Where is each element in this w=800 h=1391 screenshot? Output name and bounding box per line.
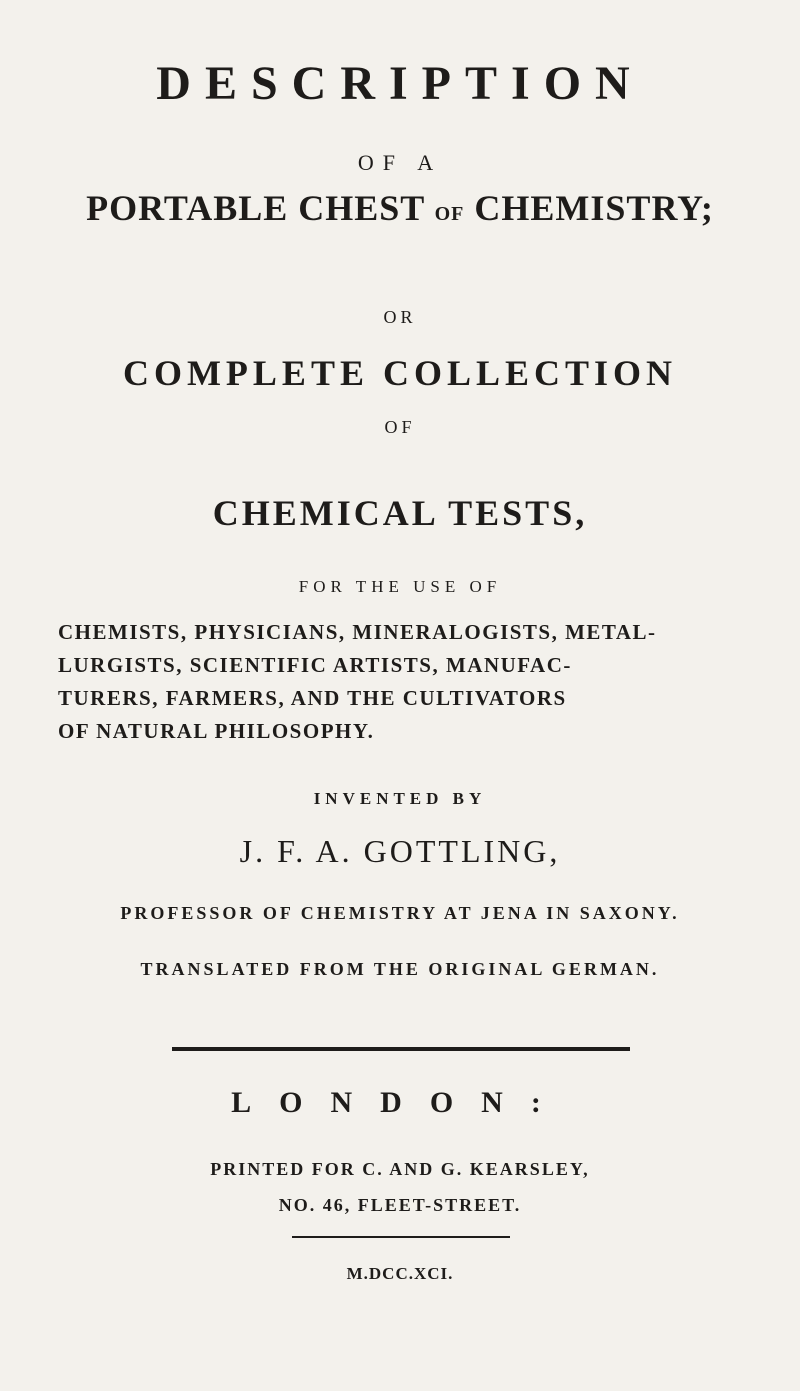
main-title: DESCRIPTION — [156, 57, 644, 110]
imprint-address: NO. 46, FLEET-STREET. — [278, 1195, 522, 1215]
imprint-city: LONDON: — [231, 1086, 569, 1119]
portable-of-text: OF — [434, 203, 465, 225]
audience-line-4: OF NATURAL PHILOSOPHY. — [58, 719, 375, 743]
translation-note: TRANSLATED FROM THE ORIGINAL GERMAN. — [140, 959, 660, 979]
of-text: OF — [384, 417, 416, 437]
audience-line-2: LURGISTS, SCIENTIFIC ARTISTS, MANUFAC- — [58, 653, 572, 677]
chemical-tests-heading: CHEMICAL TESTS, — [212, 493, 588, 533]
short-divider-rule — [292, 1236, 510, 1238]
divider-rule — [172, 1047, 630, 1051]
for-the-use-of-text: FOR THE USE OF — [298, 577, 502, 596]
imprint-date: M.DCC.XCI. — [346, 1264, 454, 1283]
portable-chest-heading — [0, 190, 800, 226]
author-name: J. F. A. GOTTLING, — [239, 833, 561, 869]
of-a-text: OF A — [357, 150, 443, 175]
complete-collection-heading: COMPLETE COLLECTION — [122, 353, 678, 393]
portable-chest-text: PORTABLE CHEST — [86, 188, 425, 228]
imprint-printer: PRINTED FOR C. AND G. KEARSLEY, — [210, 1159, 590, 1179]
author-title: PROFESSOR OF CHEMISTRY AT JENA IN SAXONY. — [120, 903, 680, 923]
or-text: OR — [383, 307, 417, 327]
audience-line-3: TURERS, FARMERS, AND THE CULTIVATORS — [58, 686, 567, 710]
chemistry-text: CHEMISTRY; — [474, 188, 714, 228]
audience-line-1: CHEMISTS, PHYSICIANS, MINERALOGISTS, METAL- — [58, 620, 657, 644]
invented-by-text: INVENTED BY — [313, 789, 487, 808]
